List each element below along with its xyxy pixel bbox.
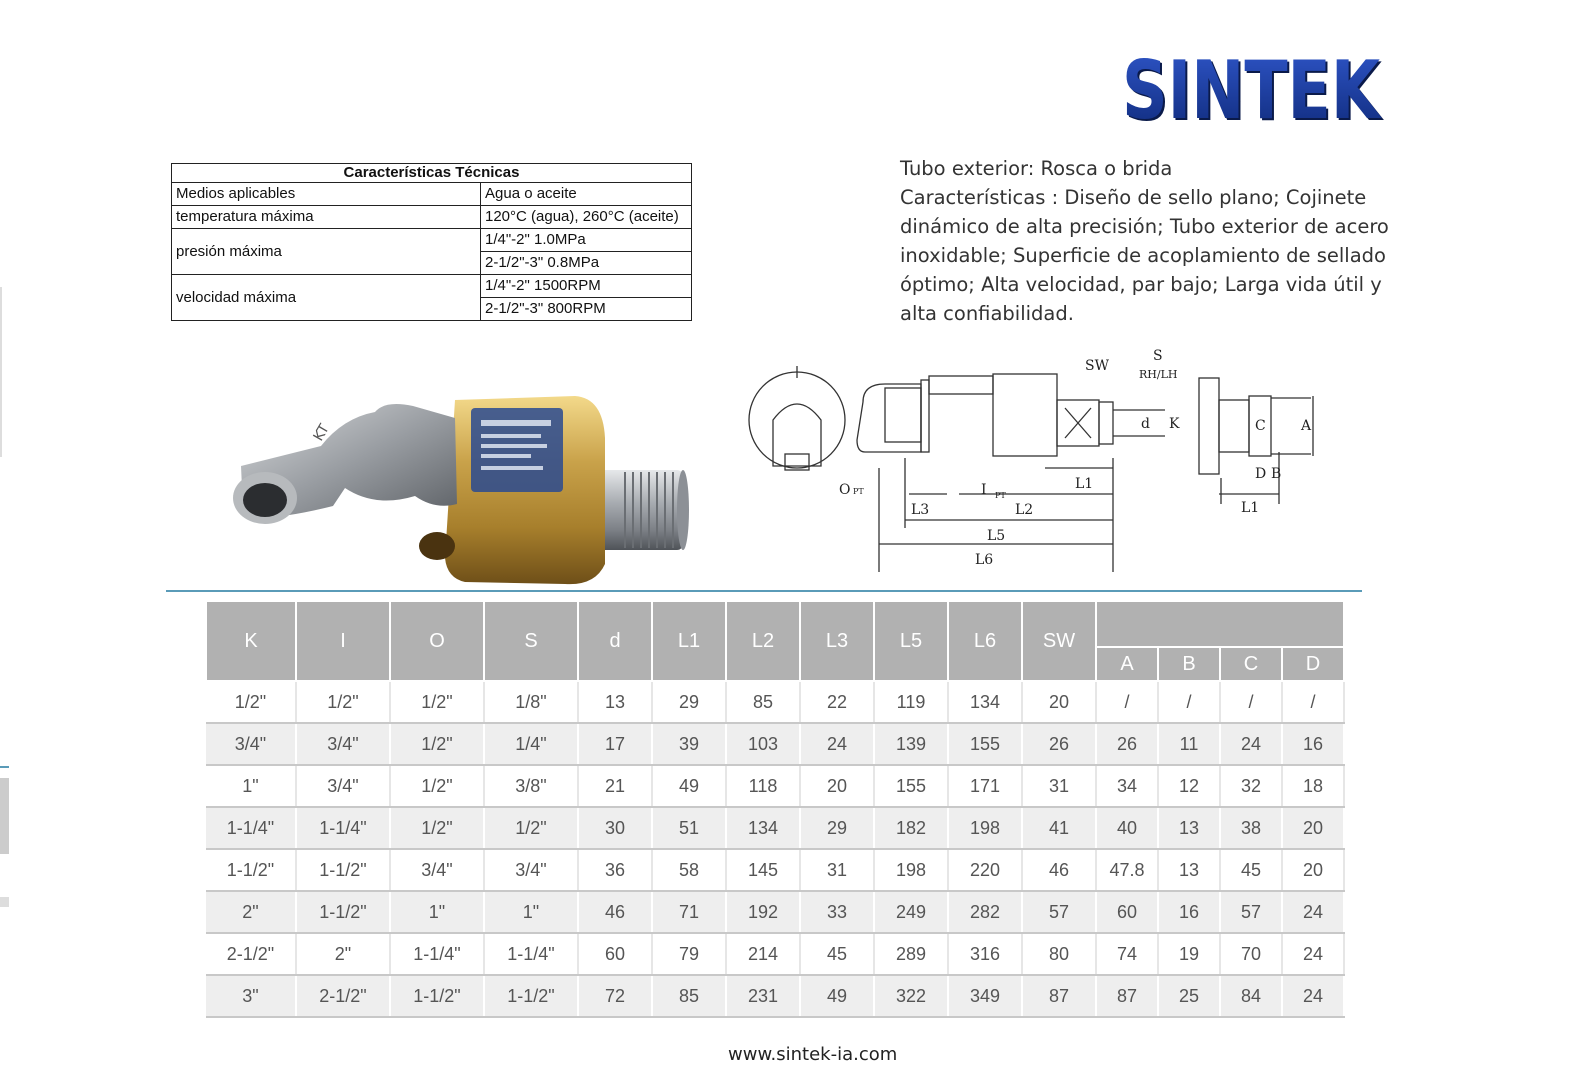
table-cell: 22 [800, 681, 874, 723]
table-row [206, 723, 1344, 765]
table-cell: 1/2" [390, 723, 484, 765]
tech-value-speed-2: 2-1/2"-3" 800RPM [481, 298, 692, 321]
product-description [900, 154, 1390, 328]
table-cell: 119 [874, 681, 948, 723]
table-cell: 31 [1022, 765, 1096, 807]
table-cell: 198 [874, 849, 948, 891]
table-cell: 134 [726, 807, 800, 849]
table-cell: 20 [1282, 807, 1344, 849]
table-cell: 31 [800, 849, 874, 891]
table-cell: 33 [800, 891, 874, 933]
header-l2: L2 [726, 601, 800, 681]
table-cell: 11 [1158, 723, 1220, 765]
table-cell: 1/2" [390, 765, 484, 807]
table-cell: 58 [652, 849, 726, 891]
table-cell: / [1096, 681, 1158, 723]
table-cell: 13 [1158, 807, 1220, 849]
table-cell: 1-1/4" [206, 807, 296, 849]
table-cell: 17 [578, 723, 652, 765]
table-cell: 16 [1282, 723, 1344, 765]
table-cell: 139 [874, 723, 948, 765]
label-b-flange: B [1271, 466, 1282, 482]
label-c: C [1255, 418, 1266, 434]
table-cell: 34 [1096, 765, 1158, 807]
table-cell: 79 [652, 933, 726, 975]
table-cell: 145 [726, 849, 800, 891]
table-cell: 46 [578, 891, 652, 933]
table-cell: 13 [578, 681, 652, 723]
table-cell: 26 [1096, 723, 1158, 765]
label-l6: L6 [975, 552, 994, 568]
table-cell: / [1282, 681, 1344, 723]
table-cell: 2-1/2" [296, 975, 390, 1017]
tech-label-speed: velocidad máxima [172, 275, 481, 321]
table-cell: 3/4" [484, 849, 578, 891]
tech-table-title: Características Técnicas [172, 164, 692, 183]
table-cell: 1/2" [390, 807, 484, 849]
table-cell: 12 [1158, 765, 1220, 807]
table-cell: 134 [948, 681, 1022, 723]
table-cell: 47.8 [1096, 849, 1158, 891]
label-s: S [1153, 348, 1163, 364]
table-cell: 85 [726, 681, 800, 723]
table-cell: 32 [1220, 765, 1282, 807]
label-l5: L5 [987, 528, 1006, 544]
table-cell: 20 [1022, 681, 1096, 723]
table-cell: 3/8" [484, 765, 578, 807]
table-cell: 18 [1282, 765, 1344, 807]
table-cell: 87 [1022, 975, 1096, 1017]
label-l3: L3 [911, 502, 930, 518]
table-cell: 39 [652, 723, 726, 765]
table-cell: 45 [1220, 849, 1282, 891]
table-cell: 46 [1022, 849, 1096, 891]
label-rh-lh: RH/LH [1139, 368, 1178, 381]
table-cell: 3/4" [296, 765, 390, 807]
table-cell: 214 [726, 933, 800, 975]
table-cell: 282 [948, 891, 1022, 933]
table-cell: 220 [948, 849, 1022, 891]
edge-artifact [0, 287, 2, 457]
table-row [206, 975, 1344, 1017]
table-cell: 322 [874, 975, 948, 1017]
table-cell: 16 [1158, 891, 1220, 933]
sintek-logo [1118, 48, 1388, 132]
table-cell: 1-1/2" [390, 975, 484, 1017]
label-l2: L2 [1015, 502, 1034, 518]
table-cell: 38 [1220, 807, 1282, 849]
table-cell: 25 [1158, 975, 1220, 1017]
table-cell: 349 [948, 975, 1022, 1017]
table-cell: 29 [800, 807, 874, 849]
table-row [206, 891, 1344, 933]
table-cell: 60 [578, 933, 652, 975]
table-cell: 70 [1220, 933, 1282, 975]
header-flange-group [1096, 601, 1344, 647]
section-divider [166, 590, 1362, 592]
table-cell: 3/4" [206, 723, 296, 765]
table-cell: 72 [578, 975, 652, 1017]
website-url: www.sintek-ia.com [728, 1044, 898, 1065]
label-o-pt: PT [853, 487, 864, 496]
table-cell: 71 [652, 891, 726, 933]
table-cell: 3" [206, 975, 296, 1017]
table-row [206, 849, 1344, 891]
label-o: O [839, 482, 851, 498]
table-row [206, 681, 1344, 723]
table-cell: 26 [1022, 723, 1096, 765]
table-cell: 13 [1158, 849, 1220, 891]
table-cell: 80 [1022, 933, 1096, 975]
label-i-pt: PT [995, 491, 1006, 500]
rotary-joint-photo [225, 378, 695, 588]
table-cell: 19 [1158, 933, 1220, 975]
table-cell: 182 [874, 807, 948, 849]
header-l6: L6 [948, 601, 1022, 681]
label-a: A [1301, 418, 1312, 434]
table-cell: 85 [652, 975, 726, 1017]
table-cell: 40 [1096, 807, 1158, 849]
table-cell: 1/2" [296, 681, 390, 723]
table-cell: 171 [948, 765, 1022, 807]
dimensions-table-body [206, 681, 1344, 1017]
table-cell: 2" [296, 933, 390, 975]
table-cell: 3/4" [390, 849, 484, 891]
table-cell: / [1158, 681, 1220, 723]
header-d-flange: D [1282, 647, 1344, 681]
header-b: B [1158, 647, 1220, 681]
table-cell: 231 [726, 975, 800, 1017]
table-cell: 249 [874, 891, 948, 933]
table-cell: 198 [948, 807, 1022, 849]
table-cell: 1-1/2" [484, 975, 578, 1017]
header-k: K [206, 601, 296, 681]
table-cell: 20 [1282, 849, 1344, 891]
logo-shadow: SINTEK [1124, 48, 1385, 132]
tech-value-temperature: 120°C (agua), 260°C (aceite) [481, 206, 692, 229]
table-cell: 1/8" [484, 681, 578, 723]
tech-label-media: Medios aplicables [172, 183, 481, 206]
table-cell: 1" [206, 765, 296, 807]
table-cell: 1-1/4" [390, 933, 484, 975]
svg-text:KT: KT [310, 421, 333, 444]
tech-value-pressure-2: 2-1/2"-3" 0.8MPa [481, 252, 692, 275]
header-c: C [1220, 647, 1282, 681]
table-cell: 84 [1220, 975, 1282, 1017]
label-d: d [1141, 416, 1150, 432]
table-cell: 1/2" [484, 807, 578, 849]
label-d-flange: D [1255, 466, 1267, 482]
table-cell: 29 [652, 681, 726, 723]
table-cell: 41 [1022, 807, 1096, 849]
table-cell: 74 [1096, 933, 1158, 975]
table-cell: 1" [484, 891, 578, 933]
dimensions-table [205, 600, 1345, 1018]
tech-characteristics-table [171, 163, 692, 321]
table-cell: 1/4" [484, 723, 578, 765]
header-sw: SW [1022, 601, 1096, 681]
edge-artifact [0, 778, 9, 854]
table-cell: 24 [800, 723, 874, 765]
table-cell: 24 [1282, 975, 1344, 1017]
table-cell: 103 [726, 723, 800, 765]
table-cell: / [1220, 681, 1282, 723]
header-a: A [1096, 647, 1158, 681]
table-cell: 36 [578, 849, 652, 891]
label-l1: L1 [1075, 476, 1094, 492]
tech-label-temperature: temperatura máxima [172, 206, 481, 229]
header-l3: L3 [800, 601, 874, 681]
table-cell: 45 [800, 933, 874, 975]
table-cell: 1/2" [206, 681, 296, 723]
header-l5: L5 [874, 601, 948, 681]
table-cell: 20 [800, 765, 874, 807]
table-cell: 1-1/2" [206, 849, 296, 891]
table-cell: 24 [1282, 933, 1344, 975]
table-cell: 2" [206, 891, 296, 933]
tech-label-pressure: presión máxima [172, 229, 481, 275]
description-features: Características : Diseño de sello plano; Cojinete dinámico de alta precisión; Tubo exterior de acero inoxidable; Superficie de acoplamiento de sellado óptimo; Alta velocidad, par bajo; Larga vida útil y alta confiabilidad. [900, 186, 1389, 325]
table-cell: 21 [578, 765, 652, 807]
table-cell: 1-1/2" [296, 891, 390, 933]
label-k: K [1169, 416, 1180, 432]
label-sw: SW [1085, 358, 1109, 374]
tech-value-speed-1: 1/4"-2" 1500RPM [481, 275, 692, 298]
table-cell: 49 [800, 975, 874, 1017]
table-row [206, 807, 1344, 849]
table-cell: 49 [652, 765, 726, 807]
header-i: I [296, 601, 390, 681]
table-cell: 316 [948, 933, 1022, 975]
header-s: S [484, 601, 578, 681]
table-cell: 3/4" [296, 723, 390, 765]
table-cell: 24 [1282, 891, 1344, 933]
table-cell: 51 [652, 807, 726, 849]
tech-value-media: Agua o aceite [481, 183, 692, 206]
header-o: O [390, 601, 484, 681]
edge-artifact [0, 766, 9, 768]
description-line-outer-tube: Tubo exterior: Rosca o brida [900, 157, 1173, 180]
technical-drawing [745, 348, 1325, 578]
table-cell: 60 [1096, 891, 1158, 933]
table-row [206, 933, 1344, 975]
label-l1-flange: L1 [1241, 500, 1260, 516]
edge-artifact [0, 897, 9, 907]
label-i: I [981, 482, 987, 498]
logo-text: SINTEK [1122, 48, 1383, 132]
table-cell: 30 [578, 807, 652, 849]
table-row [206, 765, 1344, 807]
table-cell: 1" [390, 891, 484, 933]
table-cell: 155 [948, 723, 1022, 765]
table-cell: 1/2" [390, 681, 484, 723]
header-l1: L1 [652, 601, 726, 681]
table-cell: 57 [1022, 891, 1096, 933]
table-cell: 1-1/4" [484, 933, 578, 975]
header-d: d [578, 601, 652, 681]
table-cell: 1-1/4" [296, 807, 390, 849]
table-cell: 1-1/2" [296, 849, 390, 891]
table-cell: 155 [874, 765, 948, 807]
table-cell: 87 [1096, 975, 1158, 1017]
table-cell: 118 [726, 765, 800, 807]
table-cell: 57 [1220, 891, 1282, 933]
table-cell: 24 [1220, 723, 1282, 765]
table-cell: 2-1/2" [206, 933, 296, 975]
table-cell: 192 [726, 891, 800, 933]
tech-value-pressure-1: 1/4"-2" 1.0MPa [481, 229, 692, 252]
table-cell: 289 [874, 933, 948, 975]
